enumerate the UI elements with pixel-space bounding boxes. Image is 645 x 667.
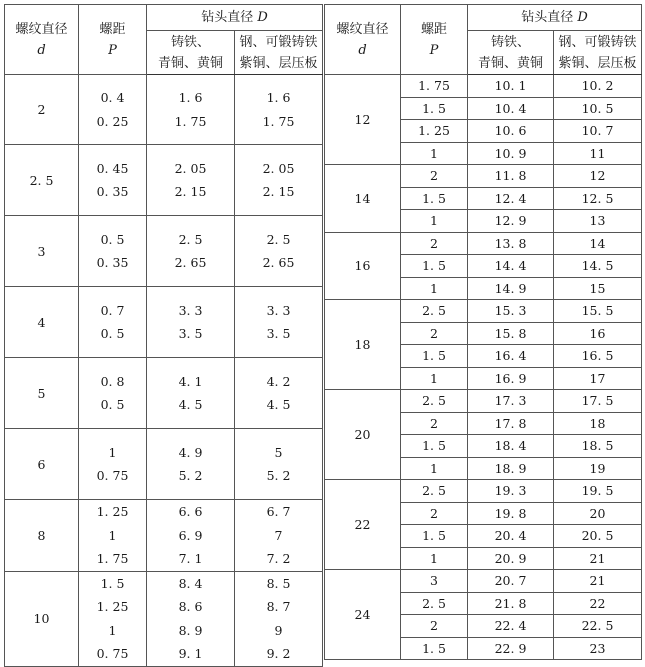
drill-steel-cell: 13 — [554, 210, 642, 233]
table-body-right — [325, 75, 642, 660]
pitch-cell: 2 — [401, 232, 468, 255]
cell-value: 1. 25 — [96, 599, 129, 614]
drill-cast-iron-cell: 16. 9 — [468, 367, 554, 390]
pitch-cell — [79, 145, 147, 216]
table-row — [5, 75, 323, 145]
cell-value: 9. 2 — [266, 646, 291, 661]
drill-steel-cell: 16 — [554, 322, 642, 345]
cell-value: 5 — [274, 444, 283, 460]
cell-value: 0. 75 — [96, 646, 129, 661]
cell-value: 2. 05 — [174, 160, 207, 176]
thread-diameter-cell: 22 — [325, 480, 401, 570]
cell-value: 0. 75 — [96, 468, 129, 483]
cell-value: 1 — [108, 527, 117, 543]
cell-value: 1. 75 — [96, 551, 129, 566]
pitch-cell: 2. 5 — [401, 300, 468, 323]
drill-steel-cell — [235, 358, 323, 429]
drill-steel-cell: 19. 5 — [554, 480, 642, 503]
header-material-cast-iron: 铸铁、 青铜、黄铜 — [147, 31, 235, 75]
thread-diameter-cell: 6 — [5, 429, 79, 500]
pitch-cell: 1. 5 — [401, 187, 468, 210]
drill-steel-cell: 22. 5 — [554, 615, 642, 638]
pitch-cell: 1. 5 — [401, 525, 468, 548]
drill-steel-cell — [235, 287, 323, 358]
cell-value: 3. 3 — [266, 302, 291, 318]
table-row — [325, 75, 642, 98]
drill-steel-cell: 21 — [554, 547, 642, 570]
pitch-cell: 1. 5 — [401, 345, 468, 368]
cell-value: 3. 3 — [178, 302, 203, 318]
cell-value: 2. 5 — [266, 231, 291, 247]
table-row — [325, 570, 642, 593]
drill-steel-cell: 14 — [554, 232, 642, 255]
cell-value: 1. 75 — [174, 113, 207, 129]
drill-steel-cell — [235, 75, 323, 145]
cell-value: 0. 5 — [100, 326, 125, 341]
cell-value: 1. 25 — [96, 504, 129, 519]
drill-cast-iron-cell: 18. 9 — [468, 457, 554, 480]
pitch-cell: 2. 5 — [401, 592, 468, 615]
pitch-cell: 2 — [401, 412, 468, 435]
pitch-cell — [79, 287, 147, 358]
table-row — [325, 300, 642, 323]
thread-diameter-cell: 2 — [5, 75, 79, 145]
drill-cast-iron-cell — [147, 429, 235, 500]
pitch-cell: 1 — [401, 277, 468, 300]
cell-value: 9. 1 — [178, 646, 203, 661]
drill-steel-cell: 12 — [554, 165, 642, 188]
cell-value: 0. 5 — [100, 397, 125, 412]
cell-value: 1 — [108, 622, 117, 638]
thread-diameter-cell: 14 — [325, 165, 401, 233]
table-row — [325, 232, 642, 255]
pitch-cell — [79, 75, 147, 145]
cell-value: 1 — [108, 444, 117, 460]
thread-diameter-cell: 18 — [325, 300, 401, 390]
thread-diameter-cell: 5 — [5, 358, 79, 429]
cell-value: 2. 15 — [174, 184, 207, 199]
drill-cast-iron-cell: 10. 6 — [468, 120, 554, 143]
drill-steel-cell — [235, 500, 323, 572]
header-material-steel: 钢、可锻铸铁 紫铜、层压板 — [235, 31, 323, 75]
cell-value: 4. 5 — [178, 397, 203, 412]
drill-steel-cell: 18. 5 — [554, 435, 642, 458]
drill-steel-cell: 17 — [554, 367, 642, 390]
cell-value: 1. 5 — [100, 575, 125, 591]
cell-value: 3. 5 — [266, 326, 291, 341]
drill-cast-iron-cell — [147, 75, 235, 145]
thread-diameter-cell: 12 — [325, 75, 401, 165]
drill-steel-cell: 19 — [554, 457, 642, 480]
drill-cast-iron-cell: 12. 9 — [468, 210, 554, 233]
cell-value: 8. 9 — [178, 622, 203, 638]
drill-cast-iron-cell: 10. 1 — [468, 75, 554, 98]
cell-value: 1. 6 — [178, 90, 203, 105]
drill-steel-cell — [235, 571, 323, 666]
thread-diameter-cell: 8 — [5, 500, 79, 572]
thread-diameter-cell: 2. 5 — [5, 145, 79, 216]
drill-cast-iron-cell: 12. 4 — [468, 187, 554, 210]
drill-cast-iron-cell: 11. 8 — [468, 165, 554, 188]
table-body-left — [5, 75, 323, 667]
drill-cast-iron-cell: 15. 8 — [468, 322, 554, 345]
drill-cast-iron-cell: 13. 8 — [468, 232, 554, 255]
drill-steel-cell: 23 — [554, 637, 642, 660]
drill-steel-cell: 20. 5 — [554, 525, 642, 548]
header-thread-diameter: 螺纹直径 d — [5, 5, 79, 75]
drill-cast-iron-cell — [147, 287, 235, 358]
pitch-cell: 1. 75 — [401, 75, 468, 98]
drill-steel-cell — [235, 429, 323, 500]
table-row — [5, 216, 323, 287]
thread-diameter-cell: 20 — [325, 390, 401, 480]
pitch-cell: 2. 5 — [401, 480, 468, 503]
pitch-cell: 2 — [401, 165, 468, 188]
pitch-cell: 2. 5 — [401, 390, 468, 413]
pitch-cell: 1. 25 — [401, 120, 468, 143]
cell-value: 2. 15 — [262, 184, 295, 199]
drill-cast-iron-cell: 20. 9 — [468, 547, 554, 570]
cell-value: 2. 05 — [262, 160, 295, 176]
table-row — [325, 165, 642, 188]
header-material-cast-iron: 铸铁、 青铜、黄铜 — [468, 31, 554, 75]
drill-cast-iron-cell: 19. 8 — [468, 502, 554, 525]
pitch-cell: 1 — [401, 210, 468, 233]
pitch-cell: 1. 5 — [401, 435, 468, 458]
cell-value: 7. 2 — [266, 551, 291, 566]
cell-value: 2. 65 — [174, 255, 207, 270]
table-row — [5, 287, 323, 358]
drill-cast-iron-cell — [147, 358, 235, 429]
drill-cast-iron-cell — [147, 571, 235, 666]
thread-diameter-cell: 24 — [325, 570, 401, 660]
drill-steel-cell: 10. 5 — [554, 97, 642, 120]
drill-cast-iron-cell: 14. 4 — [468, 255, 554, 278]
table-row — [325, 390, 642, 413]
cell-value: 4. 2 — [266, 373, 291, 389]
cell-value: 0. 35 — [96, 255, 129, 270]
pitch-cell: 1 — [401, 367, 468, 390]
drill-steel-cell: 10. 2 — [554, 75, 642, 98]
cell-value: 2. 5 — [178, 231, 203, 247]
drill-cast-iron-cell: 22. 9 — [468, 637, 554, 660]
pitch-cell: 3 — [401, 570, 468, 593]
thread-diameter-cell: 3 — [5, 216, 79, 287]
pitch-cell: 1 — [401, 142, 468, 165]
thread-diameter-cell: 16 — [325, 232, 401, 300]
cell-value: 7. 1 — [178, 551, 203, 566]
pitch-cell — [79, 500, 147, 572]
drill-steel-cell: 18 — [554, 412, 642, 435]
cell-value: 8. 6 — [178, 599, 203, 614]
table-row — [5, 500, 323, 572]
drill-cast-iron-cell: 22. 4 — [468, 615, 554, 638]
header-drill-diameter: 钻头直径 D — [147, 5, 323, 31]
cell-value: 0. 5 — [100, 231, 125, 247]
table-row — [5, 358, 323, 429]
header-pitch: 螺距 P — [79, 5, 147, 75]
cell-value: 6. 7 — [266, 504, 291, 519]
thread-diameter-cell: 10 — [5, 571, 79, 666]
drill-steel-cell: 10. 7 — [554, 120, 642, 143]
pitch-cell: 2 — [401, 322, 468, 345]
header-thread-diameter: 螺纹直径 d — [325, 5, 401, 75]
cell-value: 2. 65 — [262, 255, 295, 270]
drill-cast-iron-cell — [147, 500, 235, 572]
drill-steel-cell: 17. 5 — [554, 390, 642, 413]
drill-cast-iron-cell: 10. 9 — [468, 142, 554, 165]
cell-value: 7 — [274, 527, 283, 543]
drill-cast-iron-cell: 14. 9 — [468, 277, 554, 300]
cell-value: 0. 45 — [96, 160, 129, 176]
cell-value: 1. 6 — [266, 90, 291, 105]
cell-value: 1. 75 — [262, 113, 295, 129]
pitch-cell: 1 — [401, 457, 468, 480]
table-row — [5, 429, 323, 500]
pitch-cell: 1 — [401, 547, 468, 570]
pitch-cell: 1. 5 — [401, 97, 468, 120]
cell-value: 0. 4 — [100, 90, 125, 105]
drill-cast-iron-cell — [147, 145, 235, 216]
drill-cast-iron-cell: 20. 7 — [468, 570, 554, 593]
drill-steel-cell: 14. 5 — [554, 255, 642, 278]
cell-value: 4. 9 — [178, 444, 203, 460]
cell-value: 8. 5 — [266, 575, 291, 591]
cell-value: 6. 6 — [178, 504, 203, 519]
cell-value: 9 — [274, 622, 283, 638]
pitch-cell — [79, 429, 147, 500]
pitch-cell: 1. 5 — [401, 637, 468, 660]
header-drill-diameter: 钻头直径 D — [468, 5, 642, 31]
cell-value: 8. 4 — [178, 575, 203, 591]
cell-value: 5. 2 — [266, 468, 291, 483]
drill-steel-cell: 21 — [554, 570, 642, 593]
cell-value: 0. 7 — [100, 302, 125, 318]
cell-value: 5. 2 — [178, 468, 203, 483]
cell-value: 0. 25 — [96, 113, 129, 129]
table-row — [5, 571, 323, 666]
drill-steel-cell: 20 — [554, 502, 642, 525]
pitch-cell — [79, 358, 147, 429]
drill-cast-iron-cell: 19. 3 — [468, 480, 554, 503]
pitch-cell: 2 — [401, 502, 468, 525]
drill-cast-iron-cell: 16. 4 — [468, 345, 554, 368]
drill-steel-cell: 16. 5 — [554, 345, 642, 368]
drill-steel-cell: 12. 5 — [554, 187, 642, 210]
pitch-cell: 1. 5 — [401, 255, 468, 278]
drill-steel-cell: 15 — [554, 277, 642, 300]
drill-table-left — [4, 4, 323, 667]
header-pitch: 螺距 P — [401, 5, 468, 75]
cell-value: 4. 1 — [178, 373, 203, 389]
cell-value: 8. 7 — [266, 599, 291, 614]
drill-steel-cell: 15. 5 — [554, 300, 642, 323]
drill-cast-iron-cell: 15. 3 — [468, 300, 554, 323]
cell-value: 3. 5 — [178, 326, 203, 341]
drill-steel-cell: 11 — [554, 142, 642, 165]
drill-steel-cell — [235, 216, 323, 287]
cell-value: 4. 5 — [266, 397, 291, 412]
table-row — [5, 145, 323, 216]
pitch-cell — [79, 571, 147, 666]
cell-value: 0. 35 — [96, 184, 129, 199]
drill-cast-iron-cell: 10. 4 — [468, 97, 554, 120]
drill-cast-iron-cell: 18. 4 — [468, 435, 554, 458]
drill-steel-cell — [235, 145, 323, 216]
drill-cast-iron-cell: 20. 4 — [468, 525, 554, 548]
drill-cast-iron-cell: 17. 8 — [468, 412, 554, 435]
drill-cast-iron-cell: 21. 8 — [468, 592, 554, 615]
drill-cast-iron-cell — [147, 216, 235, 287]
table-row — [325, 480, 642, 503]
pitch-cell — [79, 216, 147, 287]
drill-steel-cell: 22 — [554, 592, 642, 615]
drill-table-right — [324, 4, 642, 660]
header-material-steel: 钢、可锻铸铁 紫铜、层压板 — [554, 31, 642, 75]
thread-diameter-cell: 4 — [5, 287, 79, 358]
cell-value: 0. 8 — [100, 373, 125, 389]
cell-value: 6. 9 — [178, 527, 203, 543]
pitch-cell: 2 — [401, 615, 468, 638]
drill-cast-iron-cell: 17. 3 — [468, 390, 554, 413]
